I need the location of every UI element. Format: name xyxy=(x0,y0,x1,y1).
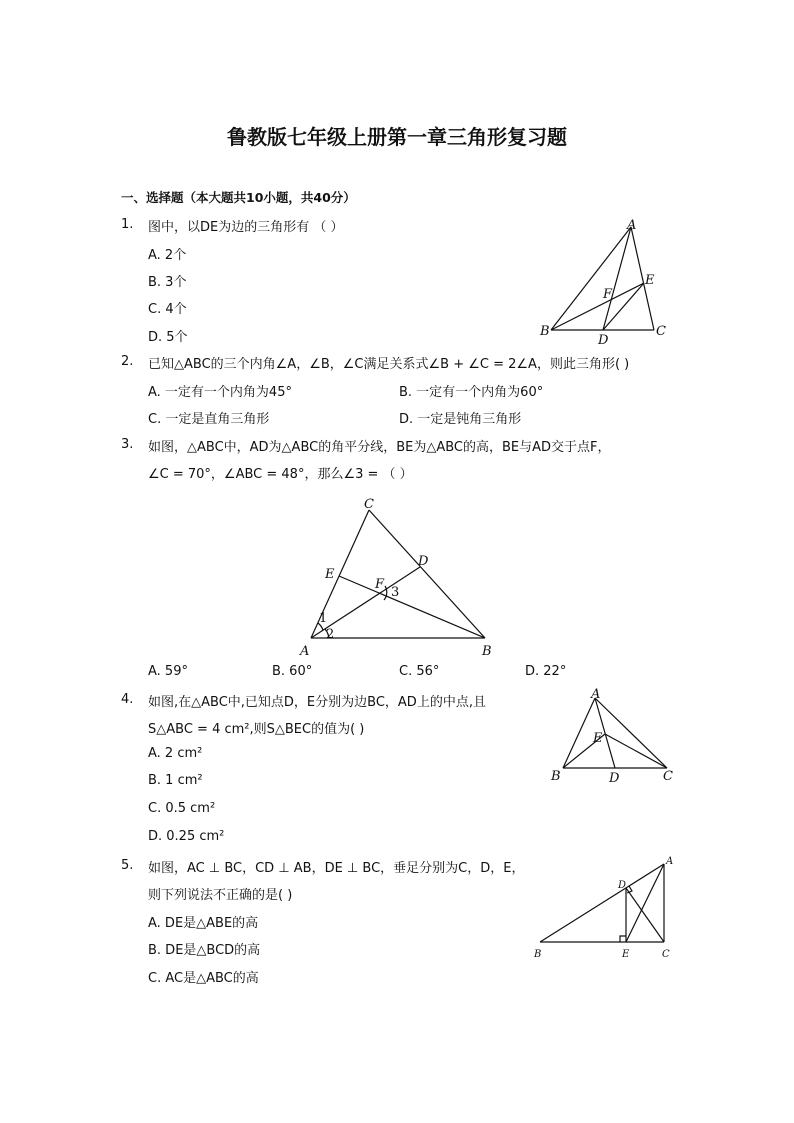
q2-option-d[interactable]: D. 一定是钝角三角形 xyxy=(399,412,522,427)
q2-option-a[interactable]: A. 一定有一个内角为45° xyxy=(148,385,292,400)
q1-option-c[interactable]: C. 4个 xyxy=(148,302,187,317)
q5-option-c[interactable]: C. AC是△ABC的高 xyxy=(148,971,259,986)
q4-stem-line1: 如图,在△ABC中,已知点D，E分别为边BC，AD上的中点,且 xyxy=(148,695,486,710)
q2-option-c[interactable]: C. 一定是直角三角形 xyxy=(148,412,270,427)
q3-option-b[interactable]: B. 60° xyxy=(272,664,313,679)
q1-number: 1. xyxy=(121,217,134,232)
q3-label-3: 3 xyxy=(391,585,400,600)
q4-option-a[interactable]: A. 2 cm² xyxy=(148,746,203,761)
q3-label-a: A xyxy=(300,644,310,659)
q4-label-b: B xyxy=(551,769,561,784)
page-title: 鲁教版七年级上册第一章三角形复习题 xyxy=(227,125,567,149)
q5-label-d: D xyxy=(618,880,627,891)
q1-option-b[interactable]: B. 3个 xyxy=(148,275,187,290)
q1-figure xyxy=(535,215,675,347)
q4-label-d: D xyxy=(609,771,620,786)
q1-label-b: B xyxy=(540,324,550,339)
q1-option-a[interactable]: A. 2个 xyxy=(148,248,187,263)
q3-label-c: C xyxy=(364,497,374,512)
q3-label-f: F xyxy=(375,577,385,592)
q4-stem-line2: S△ABC = 4 cm²,则S△BEC的值为( ) xyxy=(148,722,365,737)
section-heading: 一、选择题（本大题共10小题，共40分） xyxy=(121,190,356,205)
q5-label-e: E xyxy=(622,949,630,960)
q1-label-d: D xyxy=(598,333,609,347)
q3-edge-eb xyxy=(339,576,485,638)
q3-label-d: D xyxy=(418,554,429,569)
q3-label-b: B xyxy=(482,644,492,659)
q4-number: 4. xyxy=(121,692,134,707)
q5-label-a: A xyxy=(666,856,674,867)
q3-edge-cb xyxy=(369,510,485,638)
q5-number: 5. xyxy=(121,858,134,873)
q5-option-b[interactable]: B. DE是△BCD的高 xyxy=(148,943,261,958)
q1-label-c: C xyxy=(656,324,666,339)
q5-label-b: B xyxy=(534,949,542,960)
q5-option-a[interactable]: A. DE是△ABE的高 xyxy=(148,916,259,931)
q2-stem: 已知△ABC的三个内角∠A，∠B，∠C满足关系式∠B + ∠C = 2∠A，则此三角形( ) xyxy=(148,357,630,372)
q3-angle-3-arc xyxy=(384,586,387,600)
q1-label-a: A xyxy=(627,218,637,233)
q1-label-f: F xyxy=(603,287,613,302)
q3-number: 3. xyxy=(121,437,134,452)
q1-edge-be xyxy=(551,283,644,330)
q5-right-angle-e xyxy=(620,936,626,942)
q4-label-a: A xyxy=(591,687,601,702)
q4-option-d[interactable]: D. 0.25 cm² xyxy=(148,829,225,844)
q3-figure xyxy=(298,490,508,660)
q2-number: 2. xyxy=(121,354,134,369)
q5-stem-line2: 则下列说法不正确的是( ) xyxy=(148,888,293,903)
q3-label-2: 2 xyxy=(326,627,335,642)
q3-label-1: 1 xyxy=(319,611,328,626)
q4-label-c: C xyxy=(663,769,673,784)
q4-option-b[interactable]: B. 1 cm² xyxy=(148,773,203,788)
q1-edge-ab xyxy=(551,227,631,330)
q4-edge-ac xyxy=(595,698,667,768)
q3-stem-line2: ∠C = 70°，∠ABC = 48°，那么∠3 = （ ） xyxy=(148,467,413,482)
q3-option-a[interactable]: A. 59° xyxy=(148,664,188,679)
q4-label-e: E xyxy=(593,731,603,746)
q4-figure xyxy=(545,686,680,786)
q5-stem-line1: 如图，AC ⊥ BC，CD ⊥ AB，DE ⊥ BC，垂足分别为C，D，E， xyxy=(148,861,525,876)
q2-option-b[interactable]: B. 一定有一个内角为60° xyxy=(399,385,544,400)
q3-stem-line1: 如图，△ABC中，AD为△ABC的角平分线，BE为△ABC的高，BE与AD交于点F， xyxy=(148,440,611,455)
q5-figure xyxy=(528,850,683,962)
q3-option-d[interactable]: D. 22° xyxy=(525,664,567,679)
q3-option-c[interactable]: C. 56° xyxy=(399,664,440,679)
q1-option-d[interactable]: D. 5个 xyxy=(148,330,188,345)
q1-stem: 图中，以DE为边的三角形有 （ ） xyxy=(148,220,344,235)
q4-edge-ab xyxy=(563,698,595,768)
q1-label-e: E xyxy=(645,273,655,288)
q5-label-c: C xyxy=(662,949,670,960)
q5-edge-dc xyxy=(626,888,664,942)
q4-edge-ec xyxy=(605,734,667,768)
q3-label-e: E xyxy=(325,567,335,582)
q4-option-c[interactable]: C. 0.5 cm² xyxy=(148,801,216,816)
